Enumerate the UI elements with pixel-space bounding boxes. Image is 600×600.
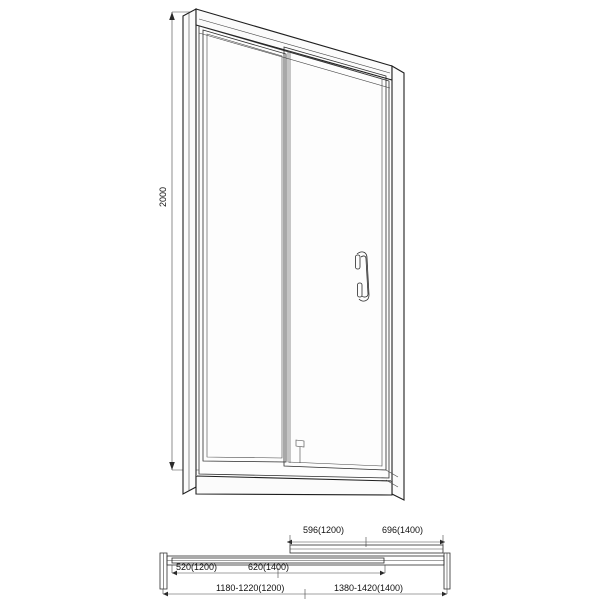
top-plan-left-label: 596(1200)	[303, 525, 345, 535]
bottom-plan-view	[160, 553, 450, 599]
top-plan-view	[287, 535, 445, 553]
bottom-plan-mid-label: 620(1400)	[248, 562, 290, 572]
door-assembly	[183, 9, 404, 500]
height-label: 2000	[158, 186, 168, 207]
bottom-plan-left-label: 520(1200)	[176, 562, 218, 572]
bottom-overall-left-label: 1180-1220(1200)	[216, 583, 285, 593]
top-plan-right-label: 696(1400)	[382, 525, 424, 535]
bottom-overall-right-label: 1380-1420(1400)	[334, 583, 404, 593]
